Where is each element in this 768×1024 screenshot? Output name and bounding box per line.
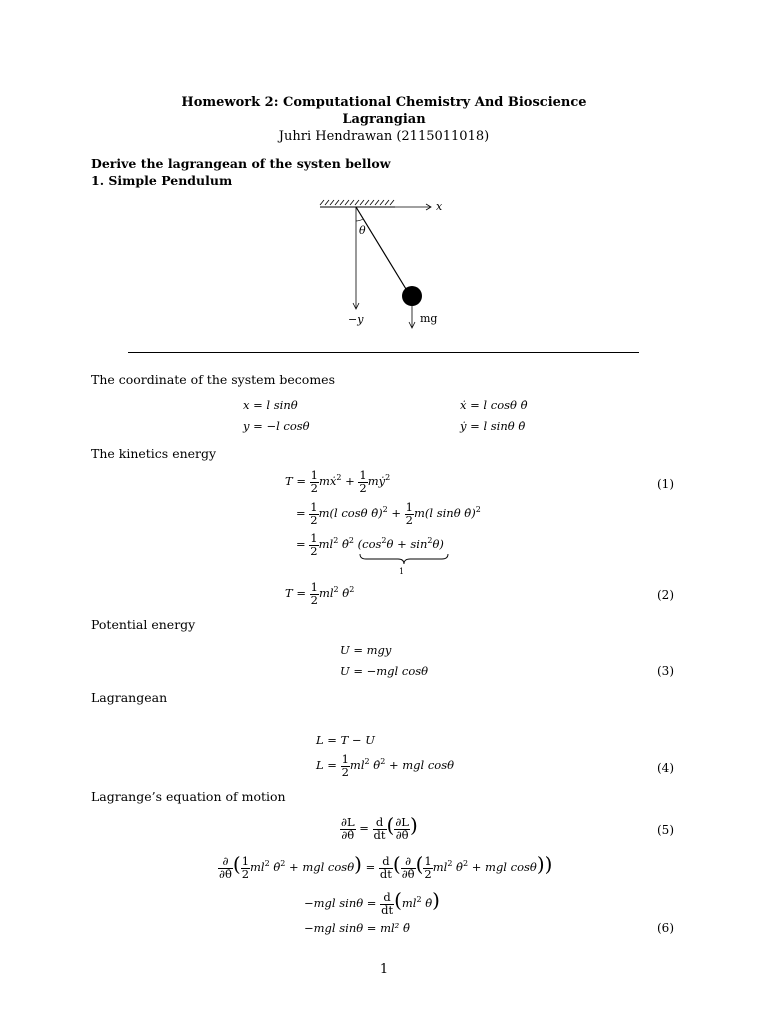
eq-motion-3: −mgl sinθ = $\frac{d}{dt}$ ($ml^2$ θ̇): [304, 888, 440, 917]
underbrace: [358, 553, 450, 567]
eq-potential-1: U = mgy: [340, 643, 392, 657]
eq-number-1: (1): [657, 477, 674, 491]
eq-motion-2: $\frac{\partial}{\partial\thetȧ}$ ( $\frac{1}{2}$ $ml^2$ θ̇$^2$ + mgl cosθ) = $\frac{d}{dt}$ ( $\frac{\partial}{\partial\thetȧ}$ ( $\frac{1}{2}$ $ml^2$ θ̇$^2$ + mgl cosθ)): [219, 852, 553, 881]
eq-number-5: (5): [657, 823, 674, 837]
eq-kinetic-2: = $\frac{1}{2}$ m(l cosθ θ̇)$^2$ + $\frac{1}{2}$ m(l sinθ θ̇)$^2$: [296, 500, 481, 527]
pendulum-diagram: [300, 195, 460, 335]
lagrangean-text: Lagrangean: [91, 690, 168, 705]
eq-lagrangean-2: L = $\frac{1}{2}$ $ml^2$ θ̇$^2$ + mgl cosθ: [316, 752, 455, 779]
kinetic-energy-text: The kinetics energy: [91, 446, 217, 461]
eq-number-6: (6): [657, 921, 674, 935]
eq-kinetic-1: T = $\frac{1}{2}$ mẋ$^2$ + $\frac{1}{2}$ mẏ$^2$: [285, 468, 391, 495]
theta-label: θ: [359, 224, 366, 237]
author-line: Juhri Hendrawan (2115011018): [278, 129, 490, 144]
eq-number-3: (3): [657, 664, 674, 678]
eq-motion-1: $\frac{\partial L}{\partial\thetȧ}$ = $\frac{d}{dt}$ ( $\frac{\partial L}{\partial\thetȧ}$ ): [341, 813, 418, 842]
document-title: Homework 2: Computational Chemistry And Bioscience: [181, 95, 587, 110]
eq-kinetic-result: T = $\frac{1}{2}$ $ml^2$ θ̇$^2$: [285, 580, 355, 607]
eq-y-position: y = −l cosθ: [243, 419, 310, 433]
y-axis-label: −y: [348, 313, 364, 326]
ceiling-hatch: [320, 200, 395, 207]
gravity-arrow: [409, 306, 415, 328]
eq-potential-2: U = −mgl cosθ: [340, 664, 429, 678]
eq-motion-4: −mgl sinθ = ml² θ̈: [304, 921, 410, 935]
x-axis-arrow: [395, 204, 431, 210]
gravity-label: mg: [420, 312, 438, 325]
potential-energy-text: Potential energy: [91, 617, 196, 632]
eq-number-2: (2): [657, 588, 674, 602]
eq-number-4: (4): [657, 761, 674, 775]
eq-y-velocity: ẏ = l sinθ θ̇: [460, 419, 526, 433]
document-subtitle: Lagrangian: [342, 112, 426, 127]
theta-arc: [356, 219, 363, 221]
coordinates-text: The coordinate of the system becomes: [91, 372, 335, 387]
motion-text: Lagrange’s equation of motion: [91, 789, 286, 804]
eq-lagrangean-1: L = T − U: [316, 733, 375, 747]
eq-x-position: x = l sinθ: [243, 398, 298, 412]
problem-heading: 1. Simple Pendulum: [91, 173, 233, 188]
page-number: 1: [379, 962, 389, 977]
pendulum-rod: [356, 207, 406, 289]
y-axis-arrow: [353, 207, 359, 309]
underbrace-value: 1: [399, 567, 405, 576]
eq-x-velocity: ẋ = l cosθ θ̇: [460, 398, 528, 412]
task-heading: Derive the lagrangean of the systen bellow: [91, 156, 391, 171]
eq-kinetic-3: = $\frac{1}{2}$ $ml^2$ θ̇$^2$ $(\cos^2\theta + \sin^2\theta)$: [296, 531, 444, 558]
horizontal-rule: [128, 352, 639, 353]
x-axis-label: x: [436, 200, 443, 213]
pendulum-bob: [402, 286, 422, 306]
